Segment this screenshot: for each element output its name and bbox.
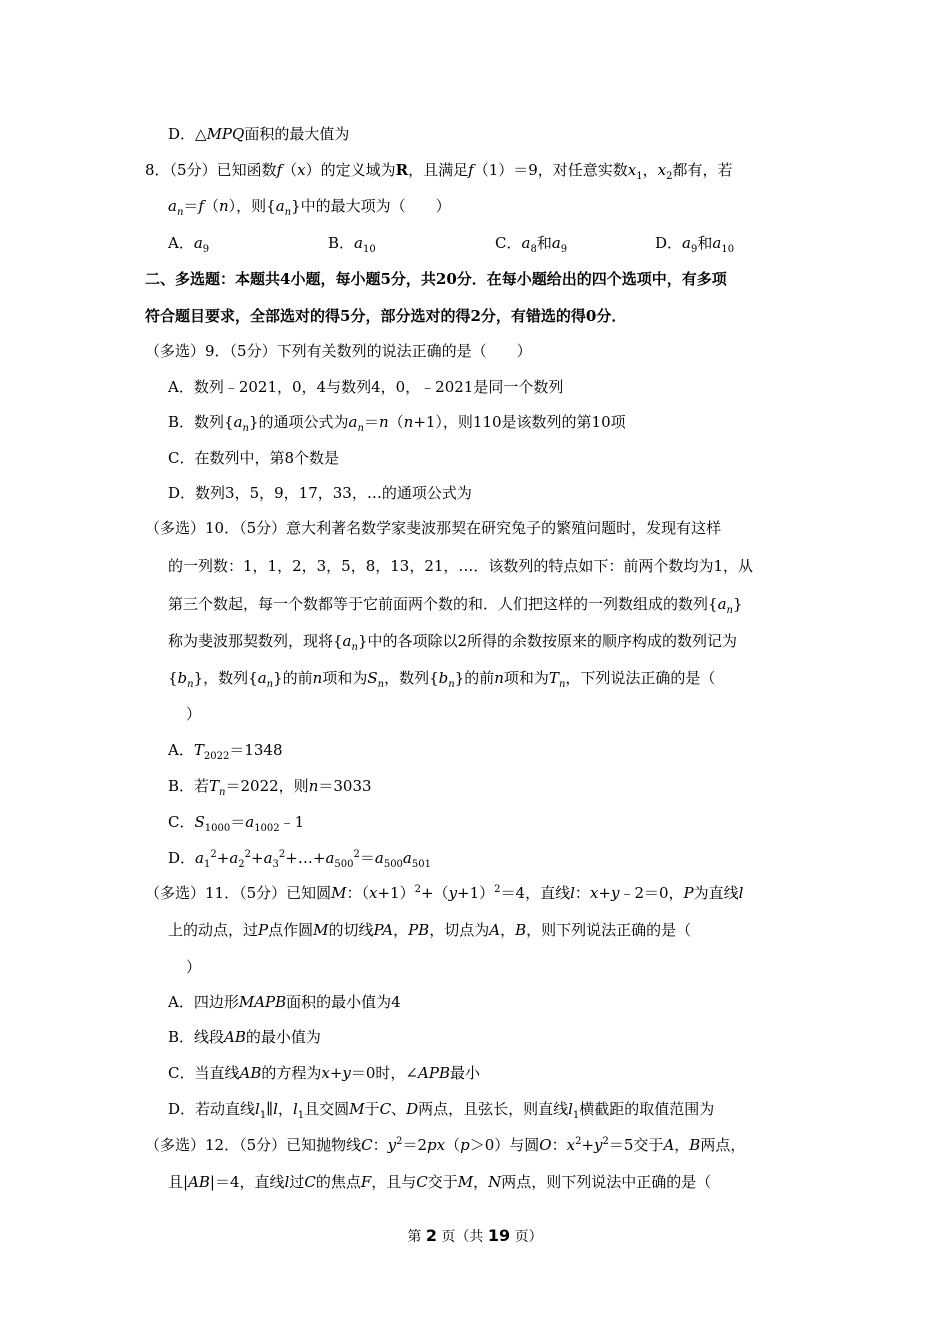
q10-stem-line3: 第三个数起，每一个数都等于它前面两个数的和．人们把这样的一列数组成的数列$\{a_n\}$: [168, 595, 743, 616]
q7-option-d: D．△MPQ面积的最大值为: [168, 125, 350, 143]
q8-stem-line2: $a_n=f(n)$，则$\{a_n\}$中的最大项为（ ）: [168, 197, 451, 218]
q10-stem-line5: $\{b_n\}$，数列$\{a_n\}$的前n项和为$S_n$，数列$\{b_n\}$的前n项和为$T_n$，下列说法正确的是（: [168, 669, 716, 690]
q12-stem-line2: 且|AB|＝4，直线l过C的焦点F，且与C交于M，N两点，则下列说法中正确的是（: [168, 1173, 712, 1191]
q8-option-d: D．$a_9$和$a_{10}$: [655, 234, 735, 255]
q11-option-c: C．当直线AB的方程为x+y＝0时，∠APB最小: [168, 1064, 480, 1082]
section2-heading-line1: 二、多选题：本题共4小题，每小题5分，共20分．在每小题给出的四个选项中，有多项: [145, 270, 727, 288]
q9-option-b: B．数列$\{a_n\}$的通项公式为$a_n=n(n+1)$，则110是该数列的第10项: [168, 413, 626, 434]
q10-stem-line2: 的一列数：1，1，2，3，5，8，13，21，…．该数列的特点如下：前两个数均为1，从: [168, 557, 753, 575]
q10-option-b: B．若$T_n=2022$，则n＝3033: [168, 777, 372, 798]
q9-stem: （多选）9．（5分）下列有关数列的说法正确的是（ ）: [145, 342, 532, 360]
q11-option-a: A．四边形MAPB面积的最小值为4: [168, 993, 401, 1011]
q10-stem-line1: （多选）10．（5分）意大利著名数学家斐波那契在研究兔子的繁殖问题时，发现有这样: [145, 519, 722, 537]
q9-option-d: D．数列3，5，9，17，33，…的通项公式为: [168, 484, 472, 502]
q11-stem-line2: 上的动点，过P点作圆M的切线PA，PB，切点为A，B，则下列说法正确的是（: [168, 921, 692, 939]
footer-middle: 页（共: [436, 1229, 488, 1245]
q12-stem-line1: （多选）12．（5分）已知抛物线C：$y^2=2px(p>0)$与圆O：$x^2+y^2=5$交于A，B两点，: [145, 1136, 746, 1154]
q11-stem-line1: （多选）11．（5分）已知圆M：$(x+1)^2+(y+1)^2=4$，直线l：x+y﹣2＝0，P为直线l: [145, 884, 744, 902]
q8-option-b: B．$a_{10}$: [328, 234, 376, 255]
q11-option-d: D．若动直线$l_1\parallel l$，$l_1$且交圆M于C、D两点，且弦长，则直线$l_1$横截距的取值范围为: [168, 1100, 715, 1121]
q9-option-c: C．在数列中，第8个数是: [168, 449, 340, 467]
q10-stem-line6: ）: [186, 705, 202, 723]
footer-page-number: 2: [425, 1226, 437, 1245]
q10-stem-line4: 称为斐波那契数列，现将$\{a_n\}$中的各项除以2所得的余数按原来的顺序构成的数列记为: [168, 632, 738, 653]
q8-stem-line1: 8．（5分）已知函数f（x）的定义域为R，且满足f（1）＝9，对任意实数$x_1$，$x_2$都有，若: [145, 161, 733, 182]
q8-option-c: C．$a_8$和$a_9$: [495, 234, 568, 255]
q11-option-b: B．线段AB的最小值为: [168, 1028, 321, 1046]
section2-heading-line2: 符合题目要求，全部选对的得5分，部分选对的得2分，有错选的得0分．: [145, 307, 627, 325]
footer-total-pages: 19: [487, 1226, 511, 1245]
q9-option-a: A．数列﹣2021，0，4与数列4，0，﹣2021是同一个数列: [168, 378, 564, 396]
q11-stem-line3: ）: [186, 958, 202, 976]
q10-option-a: A．$T_{2022}=1348$: [168, 741, 283, 762]
q10-option-c: C．$S_{1000}=a_{1002}﹣1$: [168, 813, 305, 834]
q8-option-a: A．$a_9$: [168, 234, 210, 255]
page-footer: [0, 1226, 950, 1247]
q10-option-d: D．$a_1^2+a_2^2+a_3^2+\dots+a_{500}^2=a_{500}a_{501}$: [168, 849, 431, 870]
footer-prefix: 第: [407, 1229, 426, 1245]
footer-suffix: 页）: [510, 1229, 543, 1245]
